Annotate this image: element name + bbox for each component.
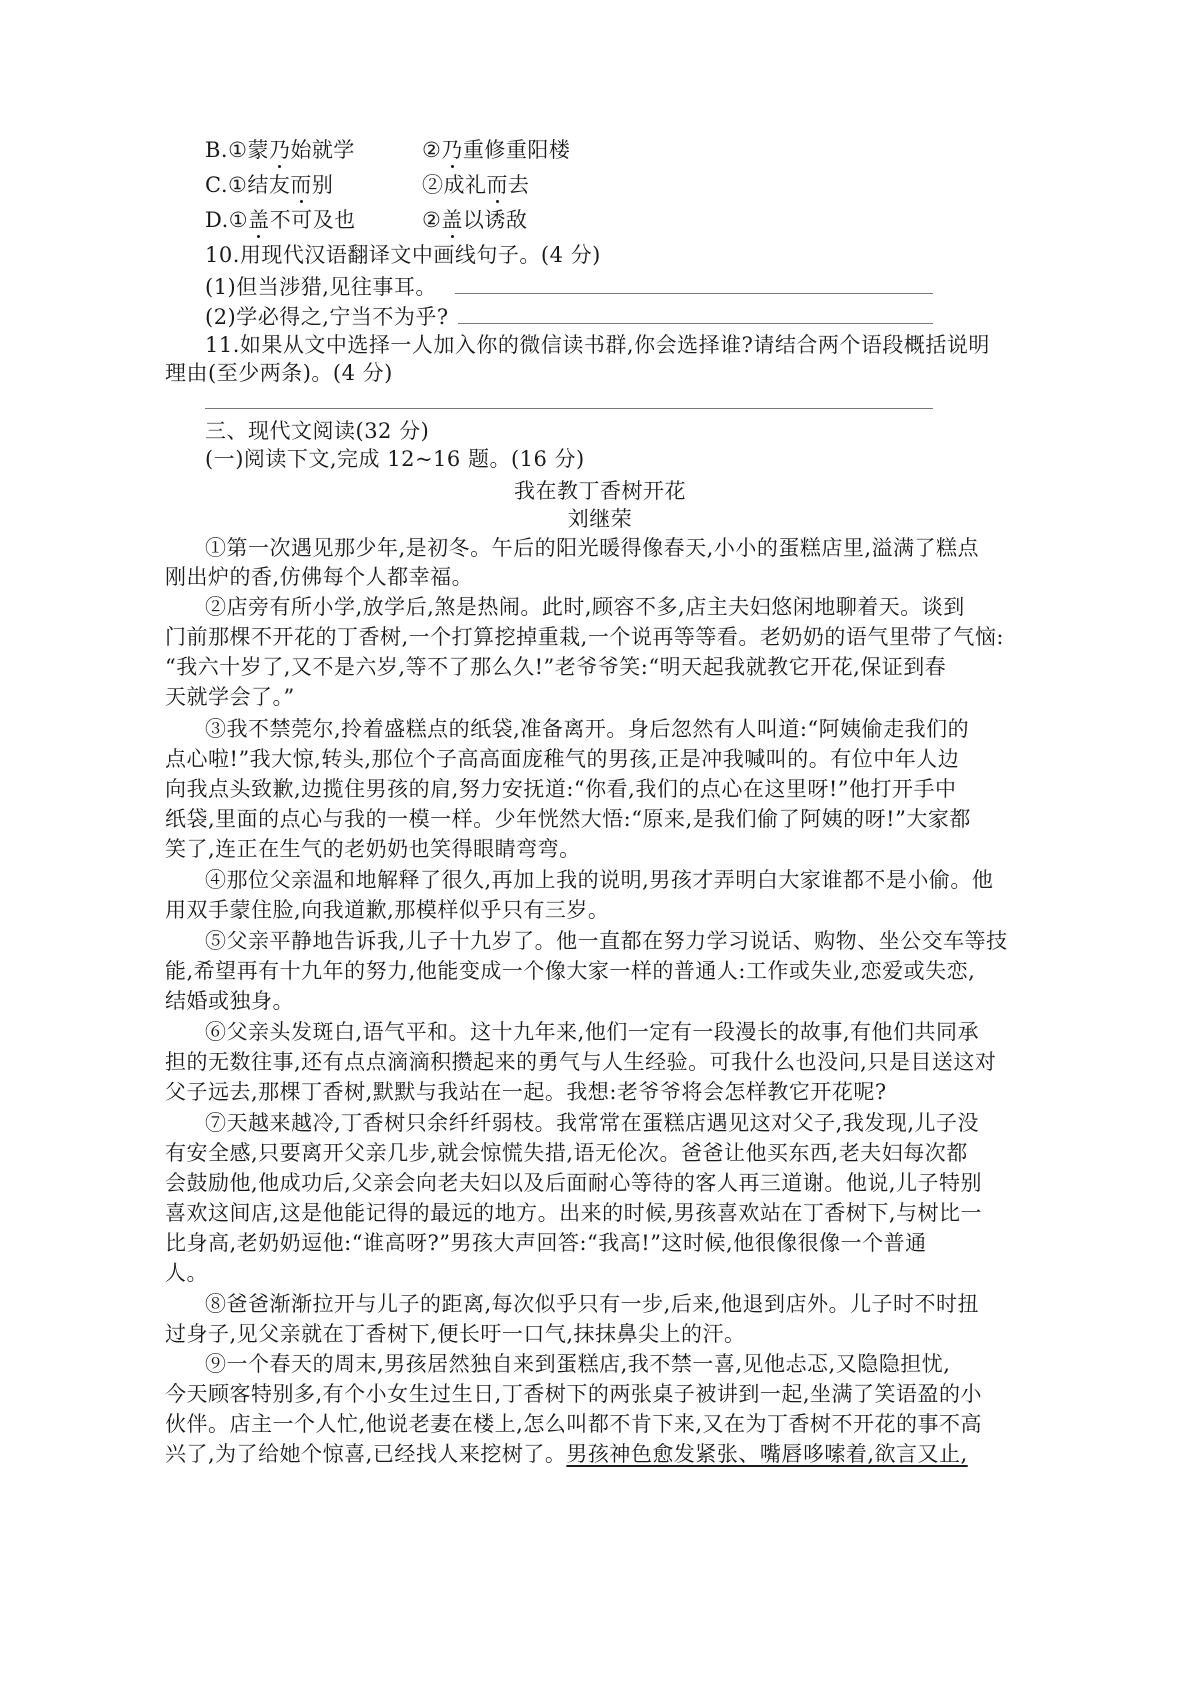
passage-line: 用双手蒙住脸,向我道歉,那模样似乎只有三岁。 [165,898,610,922]
answer-line[interactable] [205,408,933,409]
passage-line: ④那位父亲温和地解释了很久,再加上我的说明,男孩才弄明白大家谁都不是小偷。他 [205,868,994,892]
emphasis-dot-char: 而 [290,170,312,200]
passage-line: 门前那棵不开花的丁香树,一个打算挖掉重栽,一个说再等等看。老奶奶的语气里带了气恼: [165,625,1004,649]
passage-line: 能,希望再有十九年的努力,他能变成一个像大家一样的普通人:工作或失业,恋爱或失恋, [165,959,976,983]
passage-line: 有安全感,只要离开父亲几步,就会惊慌失措,语无伦次。爸爸让他买东西,老夫妇每次都 [165,1141,968,1165]
q10-sentence-1: (1)但当涉猎,见往事耳。 [205,275,437,299]
passage-line: 伙伴。店主一个人忙,他说老妻在楼上,怎么叫都不肯下来,又在为丁香树不开花的事不高 [165,1412,983,1436]
underlined-sentence: 男孩神色愈发紧张、嘴唇哆嗦着,欲言又止, [566,1442,968,1466]
q10-sentence-2: (2)学必得之,宁当不为乎? [205,305,449,329]
passage-line: 纸袋,里面的点心与我的一模一样。少年恍然大悟:“原来,是我们偷了阿姨的呀!”大家都 [165,807,971,831]
passage-line: ⑥父亲头发斑白,语气平和。这十九年来,他们一定有一段漫长的故事,有他们共同承 [205,1020,980,1044]
option-b-part2: ②乃重修重阳楼 [422,135,570,165]
emphasis-dot-char: 而 [487,170,509,200]
passage-line: 会鼓励他,他成功后,父亲会向老夫妇以及后面耐心等待的客人再三道谢。他说,儿子特别 [165,1171,983,1195]
emphasis-dot-char: 乃 [269,135,291,165]
section-heading: 三、现代文阅读(32 分) [205,419,430,443]
q11-line-1: 11.如果从文中选择一人加入你的微信读书群,你会选择谁?请结合两个语段概括说明 [205,333,990,357]
passage-line: ⑦天越来越冷,丁香树只余纤纤弱枝。我常常在蛋糕店遇见这对父子,我发现,儿子没 [205,1111,980,1135]
passage-line: 刚出炉的香,仿佛每个人都幸福。 [165,565,474,589]
passage-line: ⑨一个春天的周末,男孩居然独自来到蛋糕店,我不禁一喜,见他忐忑,又隐隐担忧, [205,1352,951,1376]
passage-line: 点心啦!”我大惊,转头,那位个子高高面庞稚气的男孩,正是冲我喊叫的。有位中年人边 [165,747,960,771]
passage-line: 向我点头致歉,边揽住男孩的肩,努力安抚道:“你看,我们的点心在这里呀!”他打开手中 [165,777,957,801]
passage-line: 过身子,见父亲就在丁香树下,便长吁一口气,抹抹鼻尖上的汗。 [165,1322,746,1346]
emphasis-dot-char: 盖 [441,205,463,235]
option-d: D.①盖不可及也 [205,205,356,235]
q11-line-2: 理由(至少两条)。(4 分) [165,361,393,385]
passage-line: 父子远去,那棵丁香树,默默与我站在一起。我想:老爷爷将会怎样教它开花呢? [165,1080,887,1104]
passage-line: 喜欢这间店,这是他能记得的最远的地方。出来的时候,男孩喜欢站在丁香树下,与树比一 [165,1201,983,1225]
option-c: C.①结友而别 [205,170,333,200]
passage-line: 比身高,老奶奶逗他:“谁高呀?”男孩大声回答:“我高!”这时候,他很像很像一个普通 [165,1231,927,1255]
emphasis-dot-char: 盖 [248,205,270,235]
passage-line-last: 兴了,为了给她个惊喜,已经找人来挖树了。男孩神色愈发紧张、嘴唇哆嗦着,欲言又止, [165,1442,968,1466]
section-subheading: (一)阅读下文,完成 12~16 题。(16 分) [205,447,585,471]
passage-line: 笑了,连正在生气的老奶奶也笑得眼睛弯弯。 [165,837,581,861]
passage-line: 今天顾客特别多,有个小女生过生日,丁香树下的两张桌子被讲到一起,坐满了笑语盈的小 [165,1382,983,1406]
option-c-part2: ②成礼而去 [422,170,530,200]
article-title: 我在教丁香树开花 [514,479,686,503]
q10-stem: 10.用现代汉语翻译文中画线句子。(4 分) [205,243,601,267]
passage-line: ②店旁有所小学,放学后,煞是热闹。此时,顾容不多,店主夫妇悠闲地聊着天。谈到 [205,595,965,619]
passage-line: ①第一次遇见那少年,是初冬。午后的阳光暖得像春天,小小的蛋糕店里,溢满了糕点 [205,536,980,560]
passage-line: ③我不禁莞尔,拎着盛糕点的纸袋,准备离开。身后忽然有人叫道:“阿姨偷走我们的 [205,717,970,741]
passage-line: 担的无数往事,还有点点滴滴积攒起来的勇气与人生经验。可我什么也没问,只是目送这对 [165,1050,997,1074]
answer-line[interactable] [458,323,933,324]
passage-line: “我六十岁了,又不是六岁,等不了那么久!”老爷爷笑:“明天起我就教它开花,保证到春 [165,655,947,679]
option-b: B.①蒙乃始就学 [205,135,355,165]
passage-line: ⑧爸爸渐渐拉开与儿子的距离,每次似乎只有一步,后来,他退到店外。儿子时不时扭 [205,1292,980,1316]
passage-line: ⑤父亲平静地告诉我,儿子十九岁了。他一直都在努力学习说话、购物、坐公交车等技 [205,929,1008,953]
passage-line: 天就学会了。” [165,685,295,709]
option-d-part2: ②盖以诱敌 [422,205,527,235]
passage-line: 结婚或独身。 [165,989,294,1013]
passage-line: 人。 [165,1261,208,1285]
emphasis-dot-char: 乃 [441,135,463,165]
article-author: 刘继荣 [567,507,633,531]
answer-line[interactable] [455,293,933,294]
